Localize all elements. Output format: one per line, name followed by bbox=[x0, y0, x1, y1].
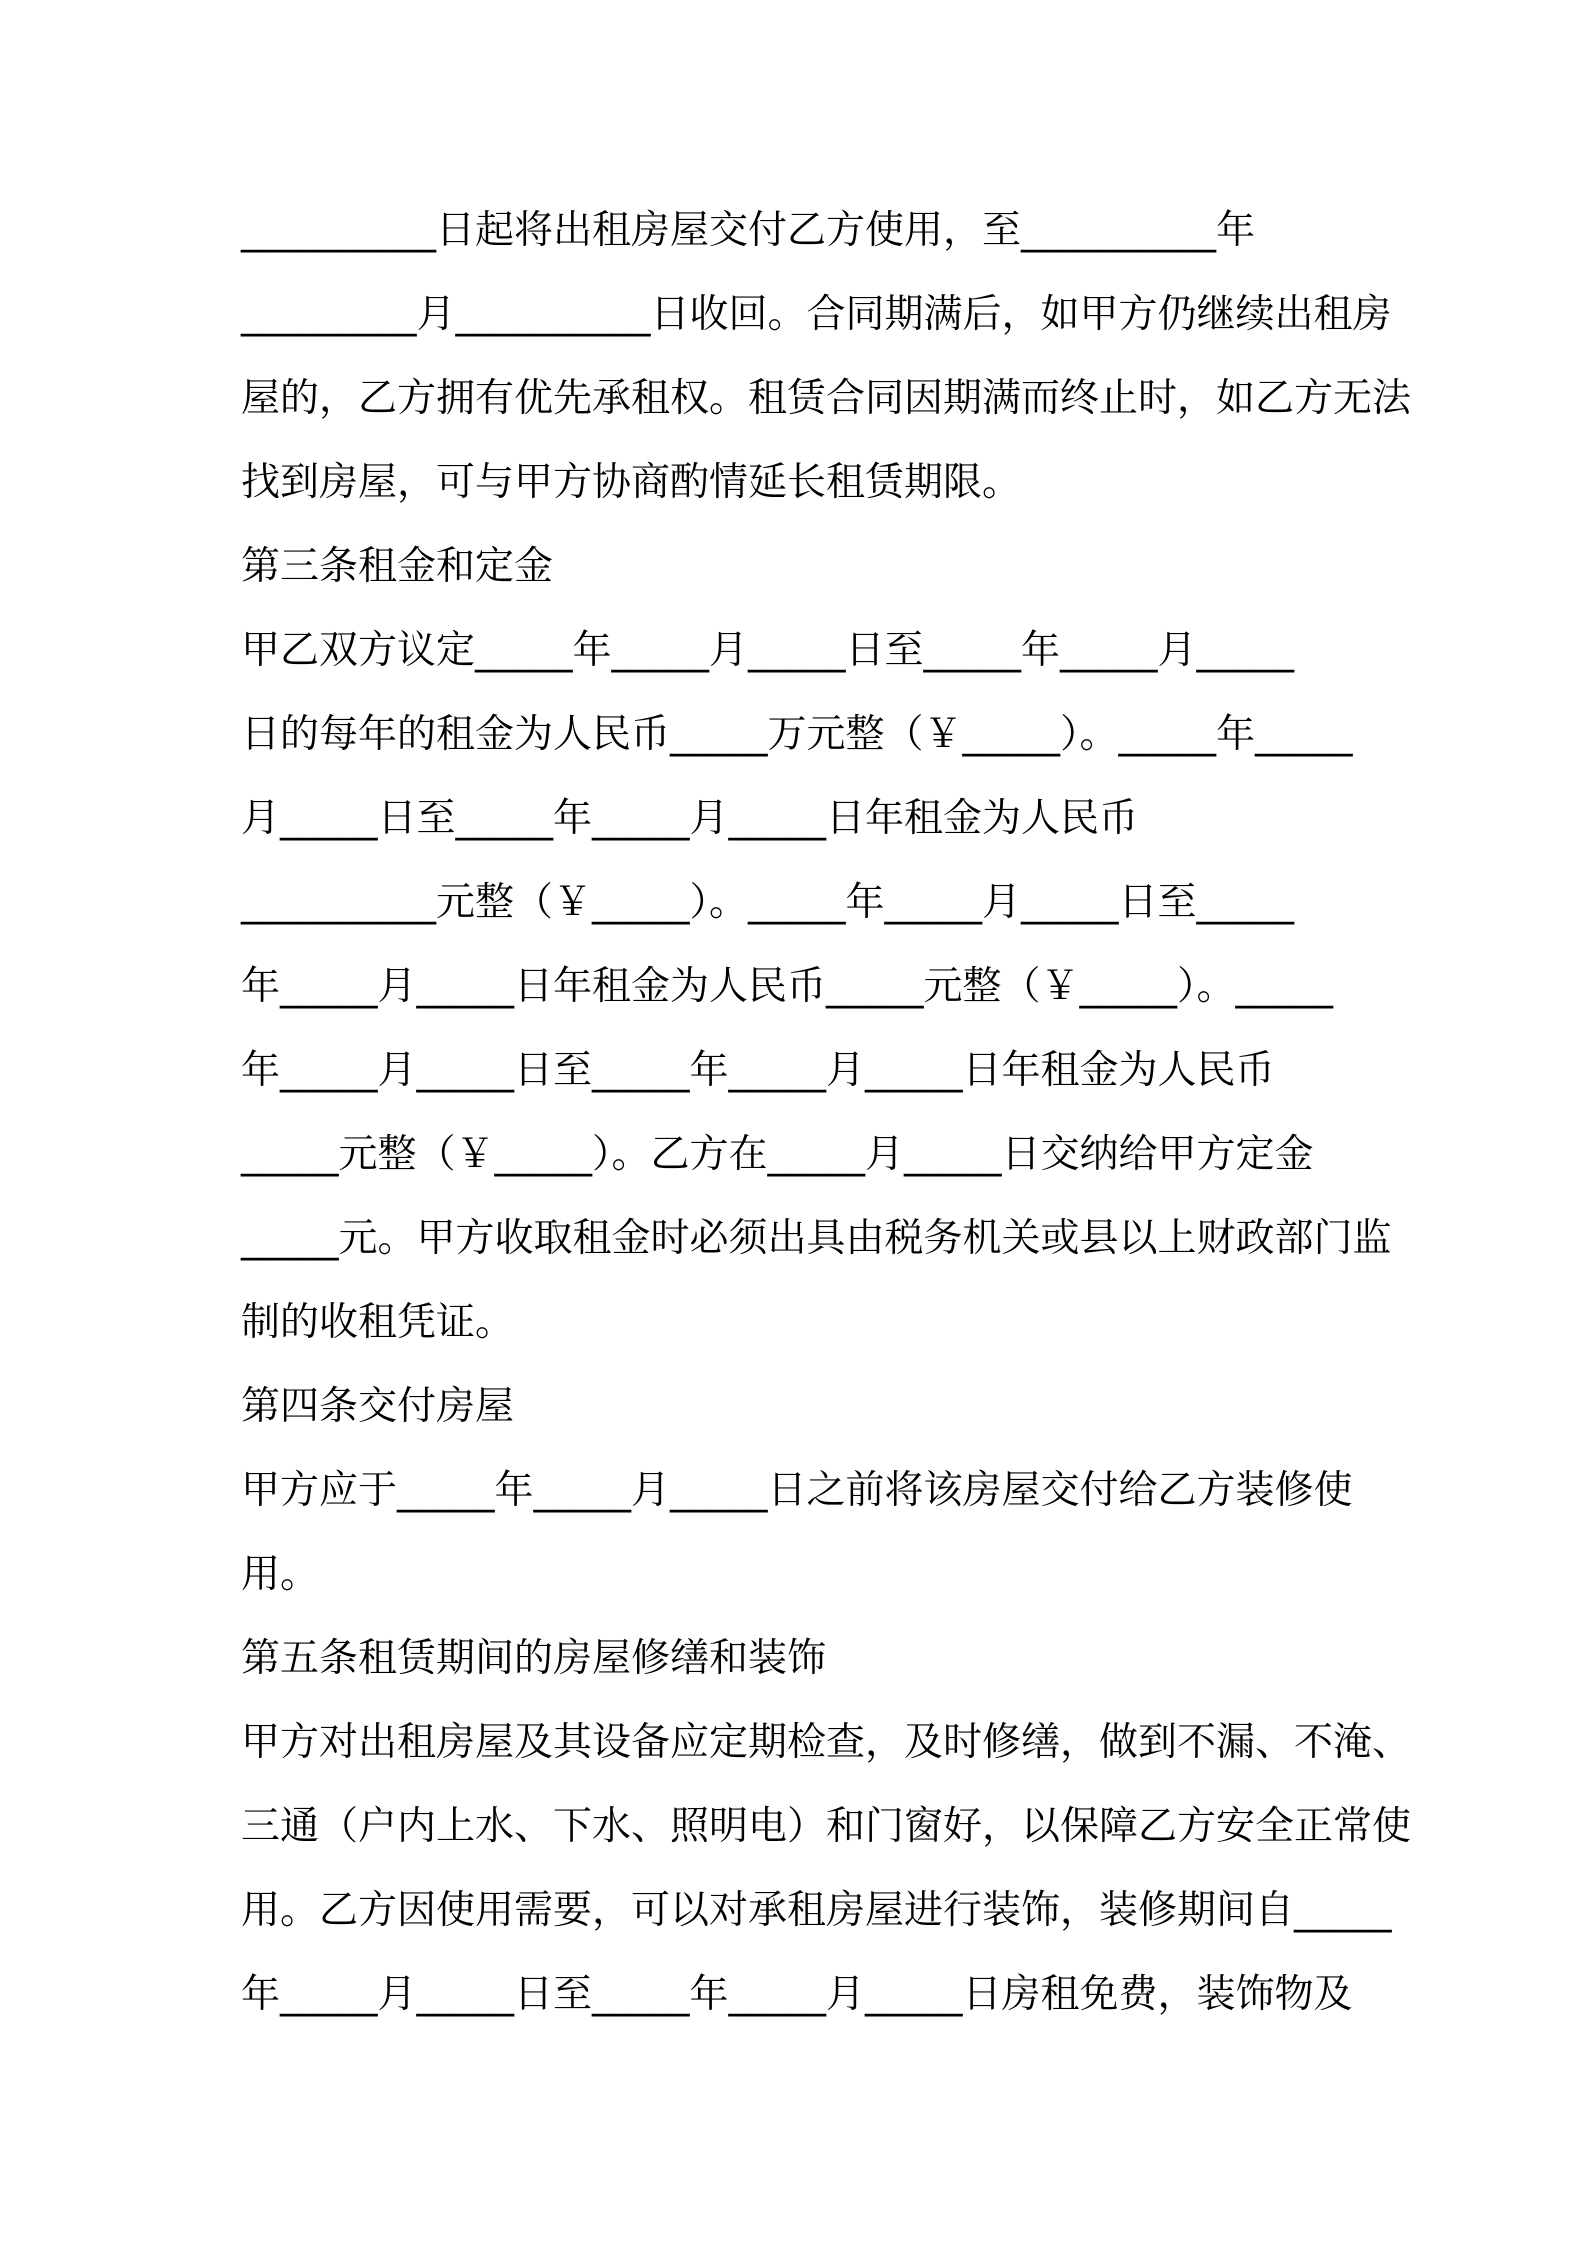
text-line: 三通（户内上水、下水、照明电）和门窗好，以保障乙方安全正常使 bbox=[241, 1804, 1412, 1849]
text-line: 月_____日至_____年_____月_____日年租金为人民币 bbox=[241, 796, 1139, 841]
text-line: 年_____月_____日年租金为人民币_____元整（￥_____）。_____ bbox=[241, 964, 1334, 1009]
text-line: _________月__________日收回。合同期满后，如甲方仍继续出租房 bbox=[241, 292, 1392, 337]
text-line: 年_____月_____日至_____年_____月_____日房租免费，装饰物及 bbox=[241, 1972, 1353, 2017]
text-line: 甲方对出租房屋及其设备应定期检查，及时修缮，做到不漏、不淹、 bbox=[241, 1720, 1412, 1765]
text-line: __________日起将出租房屋交付乙方使用，至__________年 bbox=[241, 208, 1256, 253]
text-line: 找到房屋，可与甲方协商酌情延长租赁期限。 bbox=[241, 460, 1022, 505]
text-line: 制的收租凭证。 bbox=[241, 1300, 515, 1345]
text-line: 屋的，乙方拥有优先承租权。租赁合同因期满而终止时，如乙方无法 bbox=[241, 376, 1412, 421]
text-line: _____元整（￥_____）。乙方在_____月_____日交纳给甲方定金 bbox=[241, 1132, 1314, 1177]
text-line: _____元。甲方收取租金时必须出具由税务机关或县以上财政部门监 bbox=[241, 1216, 1392, 1261]
section-heading: 第三条租金和定金 bbox=[241, 544, 554, 589]
text-line: __________元整（￥_____）。_____年_____月_____日至_____ bbox=[241, 880, 1295, 925]
text-line: 用。 bbox=[241, 1552, 320, 1597]
document-body bbox=[241, 195, 1412, 2043]
text-line: 甲乙双方议定_____年_____月_____日至_____年_____月_____ bbox=[241, 628, 1295, 673]
text-line: 年_____月_____日至_____年_____月_____日年租金为人民币 bbox=[241, 1048, 1275, 1093]
text-line: 甲方应于_____年_____月_____日之前将该房屋交付给乙方装修使 bbox=[241, 1468, 1353, 1513]
text-line: 日的每年的租金为人民币_____万元整（￥_____）。_____年_____ bbox=[241, 712, 1353, 757]
section-heading: 第五条租赁期间的房屋修缮和装饰 bbox=[241, 1636, 827, 1681]
section-heading: 第四条交付房屋 bbox=[241, 1384, 515, 1429]
text-line: 用。乙方因使用需要，可以对承租房屋进行装饰，装修期间自_____ bbox=[241, 1888, 1392, 1933]
